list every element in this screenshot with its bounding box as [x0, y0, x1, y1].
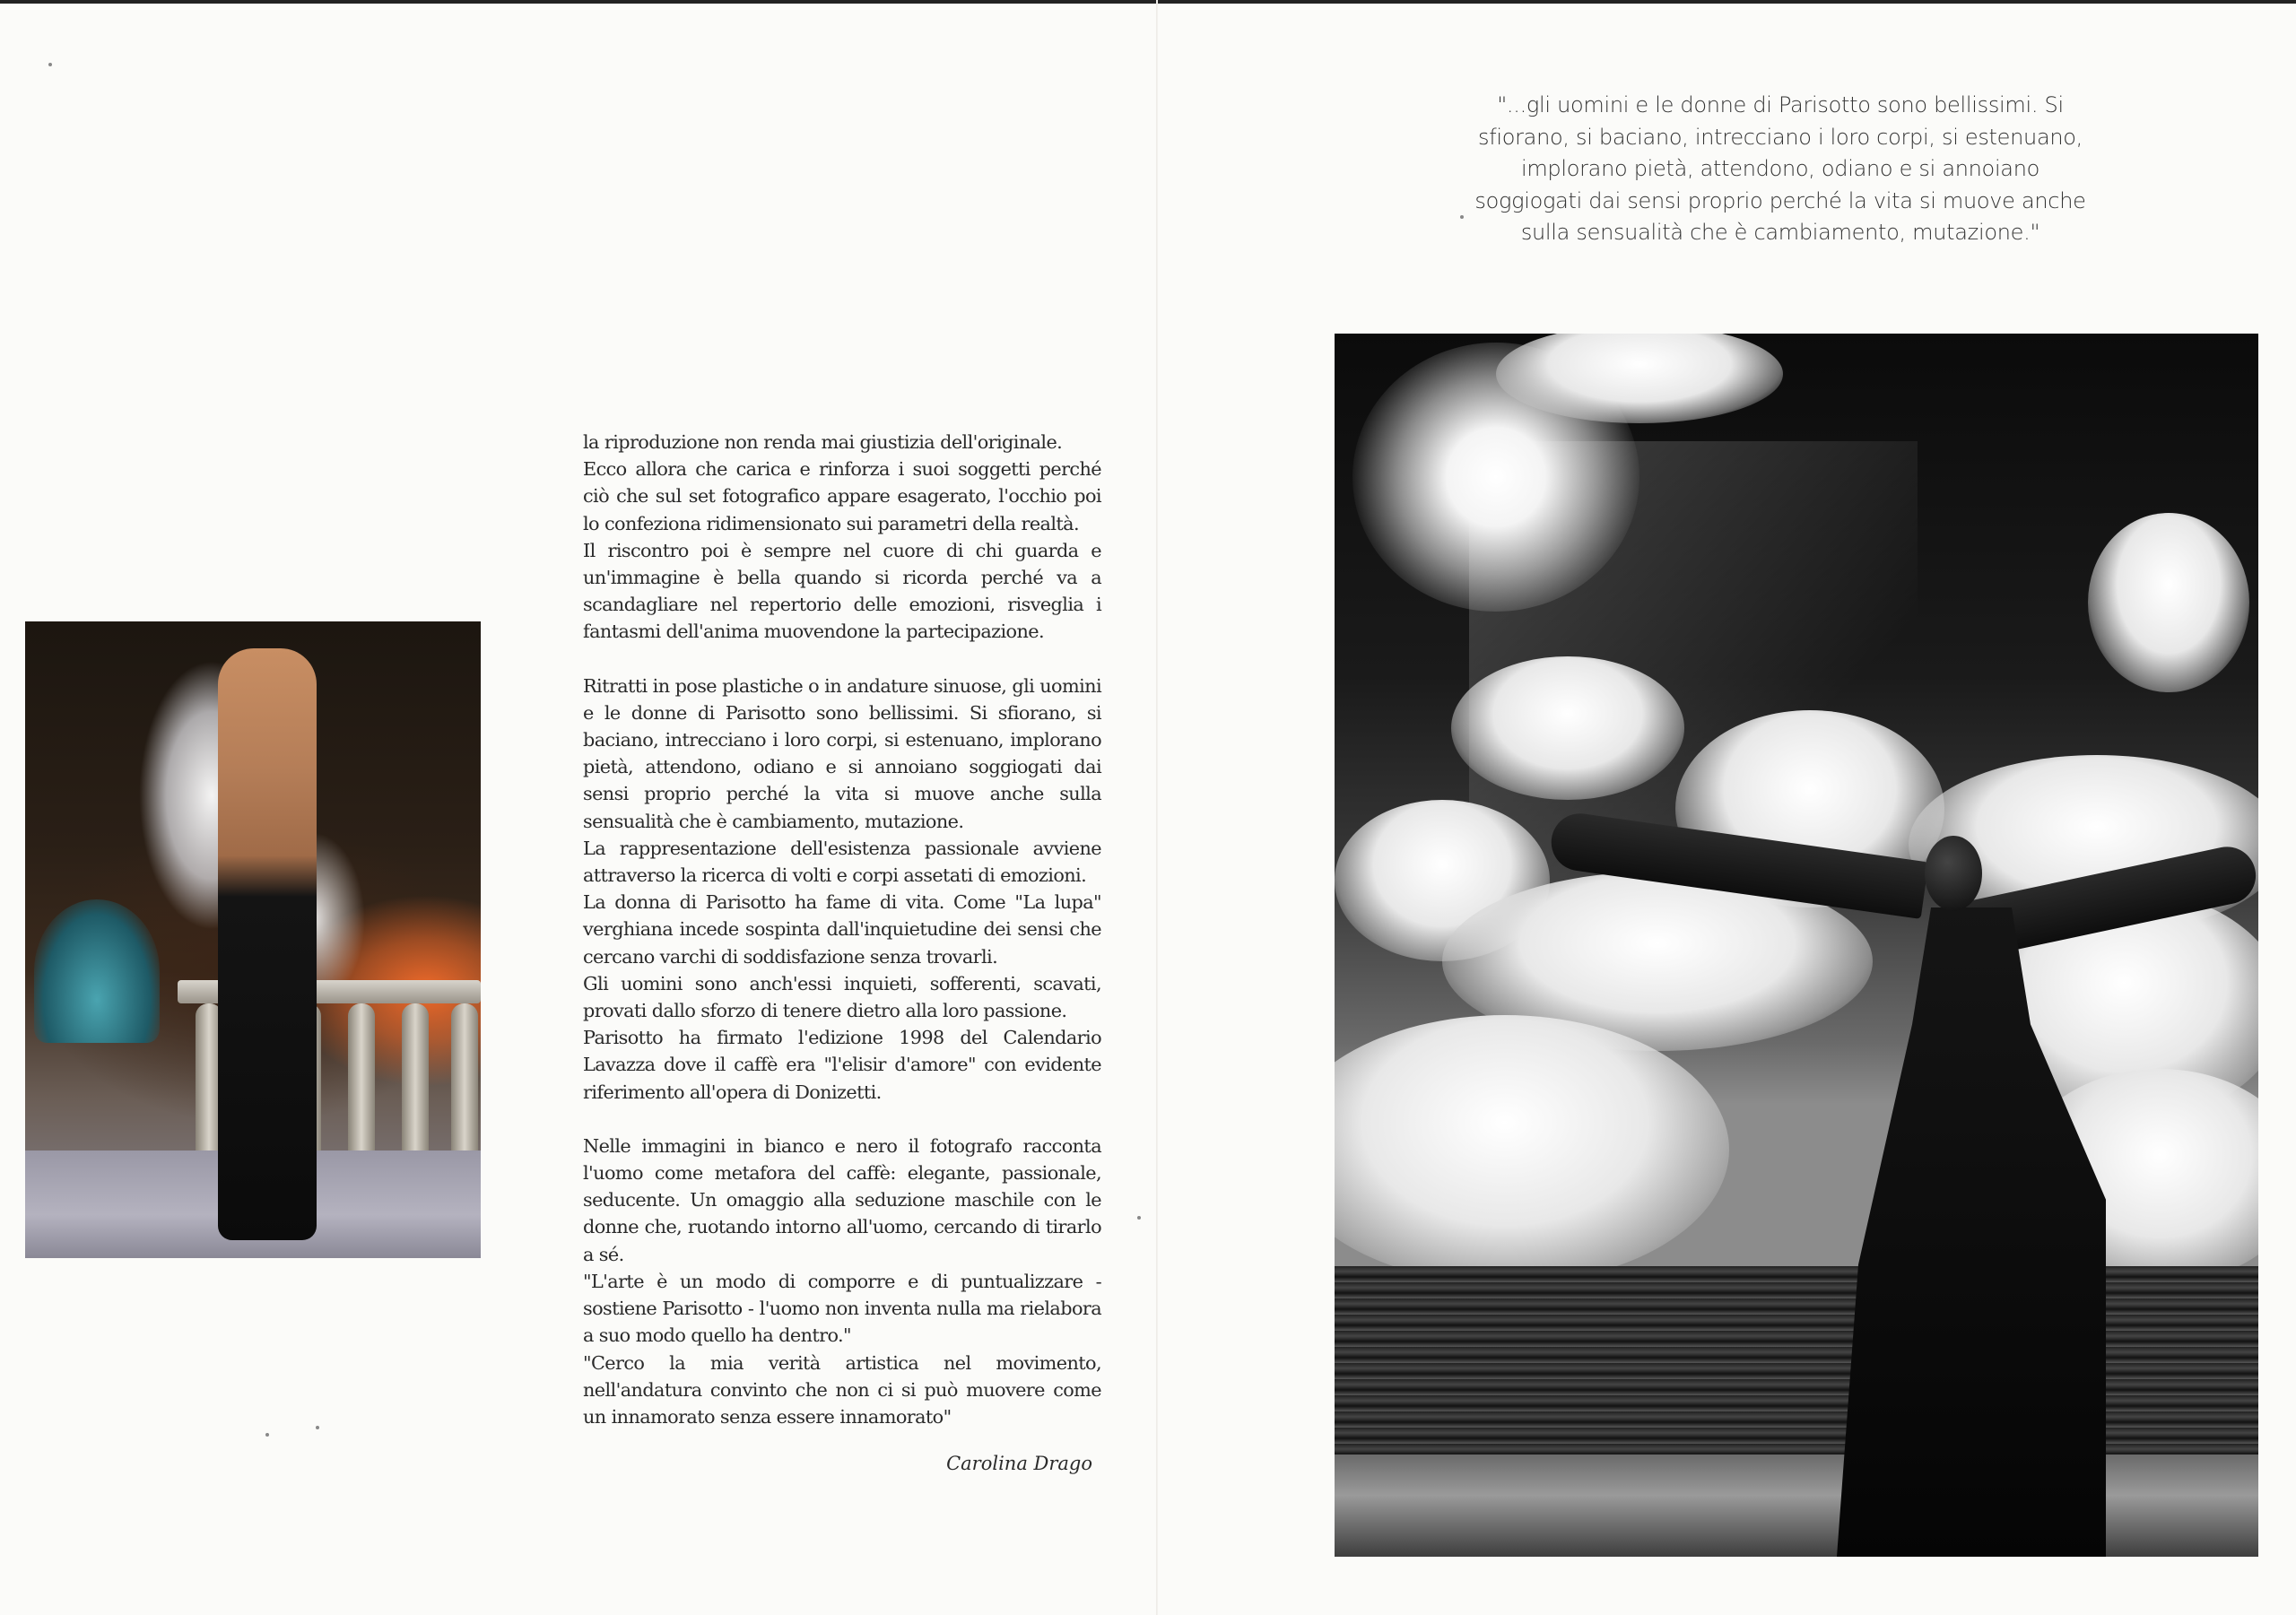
article-paragraph: Nelle immagini in bianco e nero il fotografo racconta l'uomo come metafora del caffè: elegante, passionale, seducente. Un omaggio alla seduzione maschile con le donne che, ruotando intorno all'uomo, cercando di tirarlo a sé. "L'arte è un modo di comporre e di puntualizzare - sostiene Parisotto - l'uomo non inventa nulla ma rielabora a suo modo quello ha dentro." "Cerco la mia verità artistica nel movimento, nell'andatura convinto che non ci si può muovere come un innamorato senza essere innamorato" [583, 1134, 1101, 1428]
scan-speck [265, 1433, 269, 1437]
baluster [402, 1003, 429, 1156]
sky-woman-photo [1335, 334, 2258, 1557]
angel-photo [25, 621, 481, 1258]
baluster [451, 1003, 478, 1156]
scan-speck [1137, 1216, 1141, 1220]
article-paragraph: la riproduzione non renda mai giustizia dell'originale. Ecco allora che carica e rinforza i suoi soggetti perché ciò che sul set fotografico appare esagerato, l'occhio poi lo confeziona ridimensionato sui parametri della realtà. Il riscontro poi è sempre nel cuore di chi guarda e un'immagine è bella quando si ricorda perché va a scandagliare nel repertorio delle emozioni, risveglia i fantasmi dell'anima muovendone la partecipazione. [583, 431, 1101, 643]
scan-speck [1460, 215, 1464, 219]
top-border [0, 0, 2296, 4]
article-paragraph: Ritratti in pose plastiche o in andature sinuose, gli uomini e le donne di Parisotto sono bellissimi. Si sfiorano, si baciano, intrecciano i loro corpi, si estenuano, implorano pietà, attendono, odiano e si annoiano soggiogati dai sensi proprio perché la vita si muove anche sulla sensualità che è cambiamento, mutazione. La rappresentazione dell'esistenza passionale avviene attraverso la ricerca di volti e corpi assetati di emozioni. La donna di Parisotto ha fame di vita. Come "La lupa" verghiana incede sospinta dall'inquietudine dei sensi che cercano varchi di soddisfazione senza trovarli. Gli uomini sono anch'essi inquieti, sofferenti, scavati, provati dallo sforzo di tenere dietro alla loro passione. Parisotto ha firmato l'edizione 1998 del Calendario Lavazza dove il caffè era "l'elisir d'amore" con evidente riferimento all'opera di Donizetti. [583, 674, 1101, 1103]
cloud [2088, 513, 2249, 692]
scan-speck [48, 63, 52, 66]
cloud [1335, 1015, 1729, 1284]
scan-speck [316, 1426, 319, 1429]
page-gutter [1156, 0, 1158, 1615]
baluster [348, 1003, 375, 1156]
article-body [583, 429, 1101, 1430]
angel-figure [218, 648, 317, 1240]
shore [1335, 1454, 2258, 1557]
pull-quote: "...gli uomini e le donne di Parisotto sono bellissimi. Si sfiorano, si baciano, intrecciano i loro corpi, si estenuano, implorano pietà, attendono, odiano e si annoiano soggiogati dai sensi proprio perché la vita si muove anche sulla sensualità che è cambiamento, mutazione." [1474, 92, 2086, 245]
author-signature: Carolina Drago [946, 1453, 1092, 1474]
woman-head [1925, 836, 1982, 911]
cloud [1451, 656, 1684, 800]
